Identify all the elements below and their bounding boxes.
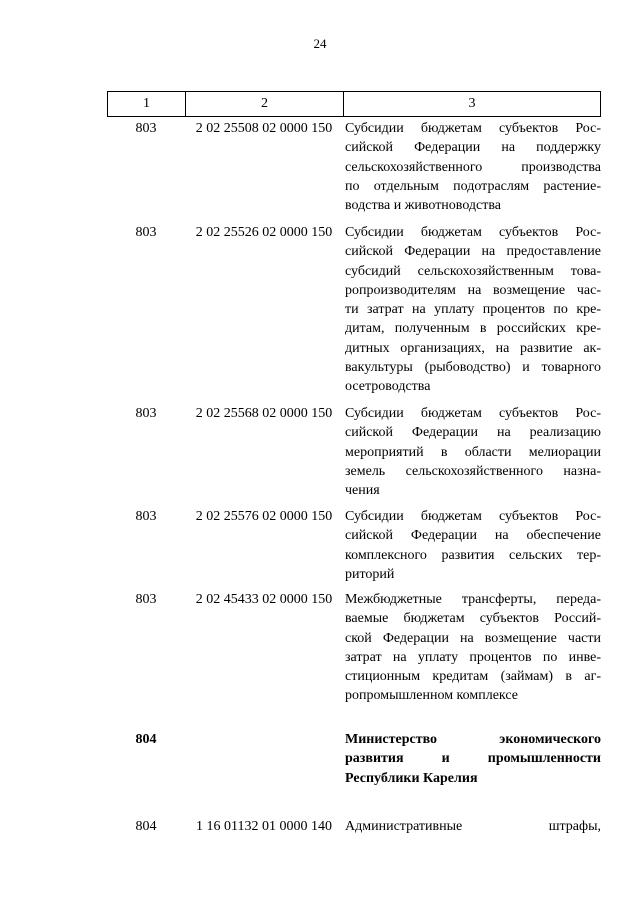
description-line: ропромышленном комплексе: [345, 688, 518, 704]
admin-code: 803: [135, 121, 157, 136]
description-line: по отдельным подотраслям растение-: [345, 178, 601, 194]
description-line: сийской Федерации на предоставление: [345, 244, 601, 260]
description-line: мероприятий в области мелиорации: [345, 444, 601, 460]
income-description: [345, 730, 601, 788]
header-col-3: 3: [468, 96, 476, 111]
income-description: [345, 590, 601, 706]
description-line: сельскохозяйственного производства: [345, 159, 601, 175]
description-line: ской Федерации на возмещение части: [345, 630, 601, 646]
admin-code: 803: [135, 225, 157, 240]
description-line: стиционным кредитам (займам) в аг-: [345, 669, 601, 685]
description-line: ваемые бюджетам субъектов Россий-: [345, 611, 601, 627]
income-description: [345, 223, 601, 397]
admin-code: 804: [135, 732, 157, 747]
income-description: [345, 507, 601, 584]
admin-code: 803: [135, 592, 157, 607]
income-description: [345, 119, 601, 215]
description-line: сийской Федерации на обеспечение: [345, 528, 601, 544]
description-line: Республики Карелия: [345, 770, 478, 786]
description-line: Министерство экономического: [345, 732, 601, 747]
description-line: дитам, полученным в российских кре-: [345, 321, 601, 337]
description-line: вакультуры (рыбоводство) и товарного: [345, 360, 601, 376]
table-header: [107, 91, 601, 117]
header-col-2: 2: [186, 92, 344, 116]
description-line: субсидий сельскохозяйственным това-: [345, 263, 601, 279]
description-line: осетроводства: [345, 379, 431, 395]
description-line: сийской Федерации на реализацию: [345, 425, 601, 441]
budget-classification-code: 1 16 01132 01 0000 140: [196, 819, 332, 834]
description-line: водства и животноводства: [345, 198, 502, 214]
description-line: Субсидии бюджетам субъектов Рос-: [345, 121, 601, 136]
page-number: 24: [313, 36, 327, 51]
description-line: Субсидии бюджетам субъектов Рос-: [345, 509, 601, 524]
header-col-1: 1: [108, 92, 186, 116]
admin-code: 803: [135, 406, 157, 421]
description-line: земель сельскохозяйственного назна-: [345, 463, 601, 479]
budget-classification-code: 2 02 25526 02 0000 150: [195, 225, 333, 240]
description-line: дитных организациях, на развитие ак-: [345, 340, 601, 356]
admin-code: 804: [135, 819, 157, 834]
description-line: ропроизводителям на возмещение час-: [345, 282, 601, 298]
description-line: Административные штрафы,: [345, 819, 601, 834]
description-line: затрат на уплату процентов по инве-: [345, 649, 601, 665]
description-line: сийской Федерации на поддержку: [345, 140, 601, 156]
description-line: чения: [345, 483, 380, 499]
description-line: риторий: [345, 566, 395, 582]
income-description: [345, 817, 601, 836]
description-line: Субсидии бюджетам субъектов Рос-: [345, 225, 601, 240]
admin-code: 803: [135, 509, 157, 524]
description-line: Субсидии бюджетам субъектов Рос-: [345, 406, 601, 421]
budget-classification-code: 2 02 45433 02 0000 150: [195, 592, 333, 607]
description-line: Межбюджетные трансферты, переда-: [345, 592, 601, 607]
budget-classification-code: 2 02 25568 02 0000 150: [195, 406, 333, 421]
description-line: комплексного развития сельских тер-: [345, 547, 601, 563]
income-description: [345, 404, 601, 500]
budget-classification-code: 2 02 25576 02 0000 150: [195, 509, 333, 524]
description-line: ти затрат на уплату процентов по кре-: [345, 302, 601, 318]
budget-classification-code: 2 02 25508 02 0000 150: [195, 121, 333, 136]
description-line: развития и промышленности: [345, 751, 601, 767]
